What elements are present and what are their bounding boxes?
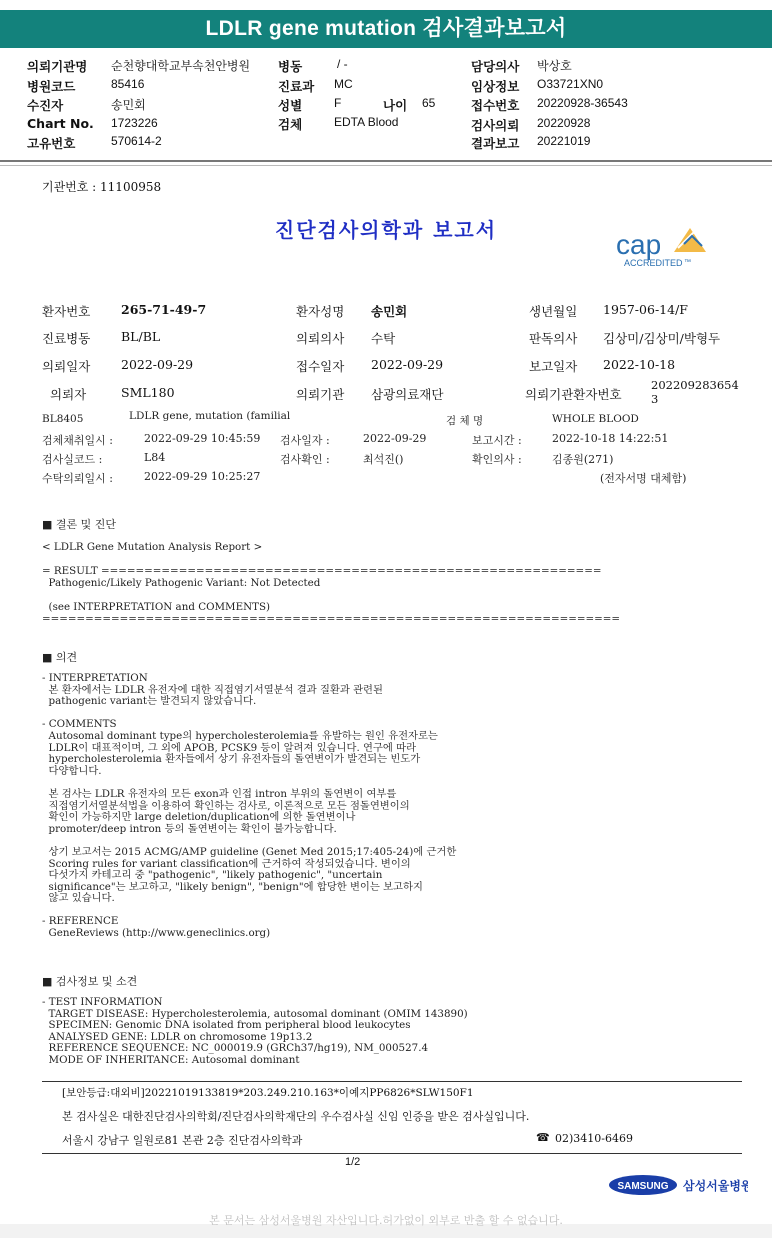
patient-label: 환자번호 (42, 304, 91, 319)
certification-text: 본 검사실은 대한진단검사의학회/진단검사의학재단의 우수검사실 신임 인증을 받은 검사실입니다. (62, 1110, 530, 1123)
patient-label: 의뢰기관환자번호 (525, 387, 622, 402)
header-label: 접수번호 (471, 98, 520, 113)
footer-divider (42, 1081, 742, 1082)
header-value: 박상호 (537, 59, 572, 73)
meta-value: 김종원(271) (552, 453, 614, 466)
meta-value: 최석진() (363, 453, 404, 466)
patient-label: 보고일자 (529, 359, 578, 374)
divider (0, 165, 772, 166)
footer-notice: 본 문서는 삼성서울병원 자산입니다.허가없이 외부로 반출 할 수 없습니다. (209, 1214, 563, 1227)
patient-value-cont: 3 (651, 392, 659, 406)
cap-logo-text: cap (616, 229, 662, 260)
header-label: 검사의뢰 (471, 118, 520, 133)
header-value: 85416 (111, 77, 145, 91)
age-value: 65 (422, 96, 436, 110)
header-value: O33721XN0 (537, 77, 604, 91)
patient-value: 김상미/김상미/박형두 (603, 331, 721, 346)
header-label: 결과보고 (471, 136, 520, 151)
patient-value: BL/BL (121, 329, 161, 344)
specimen-label: 검 체 명 (446, 415, 484, 427)
meta-label: 검사실코드 : (42, 453, 103, 466)
opinion-body: - INTERPRETATION 본 환자에서는 LDLR 유전자에 대한 직접염기서열분석 결과 질환과 관련된 pathogenic variant는 발견되지 않았습니다. - COMMENTS Autosomal dominant type의 hypercholesterolemia를 유발하는 원인 유전자로는 LDLR이 대표적이며, 그 외에 APOB, PCSK9 등이 알려져 있습니다. 연구에 따라 hypercholesterolemia 환자들에서 상기 유전자들의 돌연변이가 발견되는 빈도가 다양합니다. 본 검사는 LDLR 유전자의 모든 exon과 인접 intron 부위의 돌연변이 여부를 직접염기서열분석법을 이용하여 확인하는 검사로, 이론적으로 모든 점돌연변이의 확인이 가능하지만 large deletion/duplication에 의한 돌연변이나 promoter/deep intron 등의 돌연변이는 확인이 불가능합니다. 상기 보고서는 2015 ACMG/AMP guideline (Genet Med 2015;17:405-24)에 근거한 Scoring rules for variant classification에 근거하여 작성되었습니다. 변이의 다섯가지 카테고리 중 "pathogenic", "likely pathogenic", "uncertain significance"는 보고하고, "likely benign", "benign"에 합당한 변이는 보고하지 않고 있습니다. - REFERENCE GeneReviews (http://www.geneclinics.org) (42, 672, 457, 940)
patient-label: 의뢰의사 (296, 331, 345, 346)
institution-number: 기관번호 : 11100958 (42, 180, 162, 194)
divider (0, 160, 772, 162)
meta-value: 2022-09-29 (363, 432, 427, 445)
age-label: 나이 (383, 98, 408, 113)
patient-value: SML180 (121, 385, 175, 400)
patient-label: 의뢰기관 (296, 387, 345, 402)
patient-label: 진료병동 (42, 331, 91, 346)
page-number: 1/2 (345, 1156, 361, 1168)
patient-label: 환자성명 (296, 304, 345, 319)
phone-icon: ☎ (536, 1131, 550, 1144)
header-label: 수진자 (27, 98, 64, 113)
header-label: 임상정보 (471, 79, 520, 94)
header-value: F (334, 96, 342, 110)
meta-label: 확인의사 : (472, 453, 522, 466)
test-name: LDLR gene, mutation (familial (129, 410, 291, 422)
header-value: / - (337, 57, 348, 71)
header-label: 진료과 (278, 79, 315, 94)
cap-accredited-logo (614, 222, 722, 270)
meta-label: 검체채취일시 : (42, 434, 113, 447)
header-value: 20220928 (537, 116, 591, 130)
conclusion-body: < LDLR Gene Mutation Analysis Report > = RESULT ========================================================== Pathogenic/Likely Pathogenic Variant: Not Detected (see INTERPRETATION and COMMENTS) =================================================================== (42, 541, 621, 625)
opinion-title: ■ 의견 (42, 651, 78, 664)
header-label: 의뢰기관명 (27, 59, 88, 74)
header-label: 담당의사 (471, 59, 520, 74)
header-value: 순천향대학교부속천안병원 (111, 59, 251, 73)
header-value: MC (334, 77, 353, 91)
header-label: 고유번호 (27, 136, 76, 151)
header-label: Chart No. (27, 116, 94, 131)
report-title: 진단검사의학과 보고서 (274, 218, 498, 242)
header-value: 송민회 (111, 98, 146, 112)
meta-label: 검사확인 : (280, 453, 330, 466)
patient-label: 생년월일 (529, 304, 578, 319)
meta-label: 수탁의뢰일시 : (42, 472, 113, 485)
patient-number: 265-71-49-7 (121, 302, 207, 317)
info-title: ■ 검사정보 및 소견 (42, 975, 138, 988)
patient-value: 삼광의료재단 (371, 387, 444, 402)
conclusion-title: ■ 결론 및 진단 (42, 518, 117, 531)
patient-value: 2022-09-29 (121, 357, 194, 372)
address-text: 서울시 강남구 일원로81 본관 2층 진단검사의학과 (62, 1134, 303, 1147)
patient-label: 의뢰자 (50, 387, 87, 402)
patient-label: 접수일자 (296, 359, 345, 374)
header-label: 병원코드 (27, 79, 76, 94)
patient-label: 의뢰일자 (42, 359, 91, 374)
report-top-title: LDLR gene mutation 검사결과보고서 (0, 10, 772, 48)
patient-label: 판독의사 (529, 331, 578, 346)
esign-note: (전자서명 대체함) (600, 472, 687, 485)
meta-value: 2022-10-18 14:22:51 (552, 432, 669, 445)
patient-name: 송민회 (371, 304, 408, 319)
security-line: [보안등급:대외비]20221019133819*203.249.210.163*이예지PP6826*SLW150F1 (62, 1087, 474, 1099)
header-label: 병동 (278, 59, 303, 74)
header-label: 검체 (278, 117, 303, 132)
test-code: BL8405 (42, 413, 84, 425)
samsung-hospital-logo (608, 1172, 748, 1198)
cap-tm: ™ (684, 259, 691, 266)
specimen-value: WHOLE BLOOD (552, 413, 639, 425)
patient-value: 2022-10-18 (603, 357, 676, 372)
phone-number: 02)3410-6469 (555, 1132, 633, 1145)
patient-value: 수탁 (371, 331, 396, 346)
meta-value: L84 (144, 451, 166, 464)
info-body: - TEST INFORMATION TARGET DISEASE: Hypercholesterolemia, autosomal dominant (OMIM 143890) SPECIMEN: Genomic DNA isolated from peripheral blood leukocytes ANALYSED GENE: LDLR on chromosome 19p13.2 REFERENCE SEQUENCE: NC_000019.9 (GRCh37/hg19), NM_000527.4 MODE OF INHERITANCE: Autosomal dominant (42, 996, 468, 1066)
header-label: 성별 (278, 98, 303, 113)
patient-value: 2022-09-29 (371, 357, 444, 372)
header-value: 1723226 (111, 116, 158, 130)
header-value: 20221019 (537, 134, 591, 148)
header-value: 20220928-36543 (537, 96, 628, 110)
header-value: EDTA Blood (334, 115, 399, 129)
header-value: 570614-2 (111, 134, 162, 148)
samsung-text: SAMSUNG (617, 1181, 669, 1192)
meta-label: 검사일자 : (280, 434, 330, 447)
hospital-name: 삼성서울병원 (683, 1179, 748, 1193)
patient-value: 202209283654 (651, 378, 739, 392)
patient-value: 1957-06-14/F (603, 302, 688, 317)
footer-divider (42, 1153, 742, 1154)
meta-label: 보고시간 : (472, 434, 522, 447)
meta-value: 2022-09-29 10:45:59 (144, 432, 261, 445)
cap-accredited-text: ACCREDITED (624, 258, 683, 268)
meta-value: 2022-09-29 10:25:27 (144, 470, 261, 483)
